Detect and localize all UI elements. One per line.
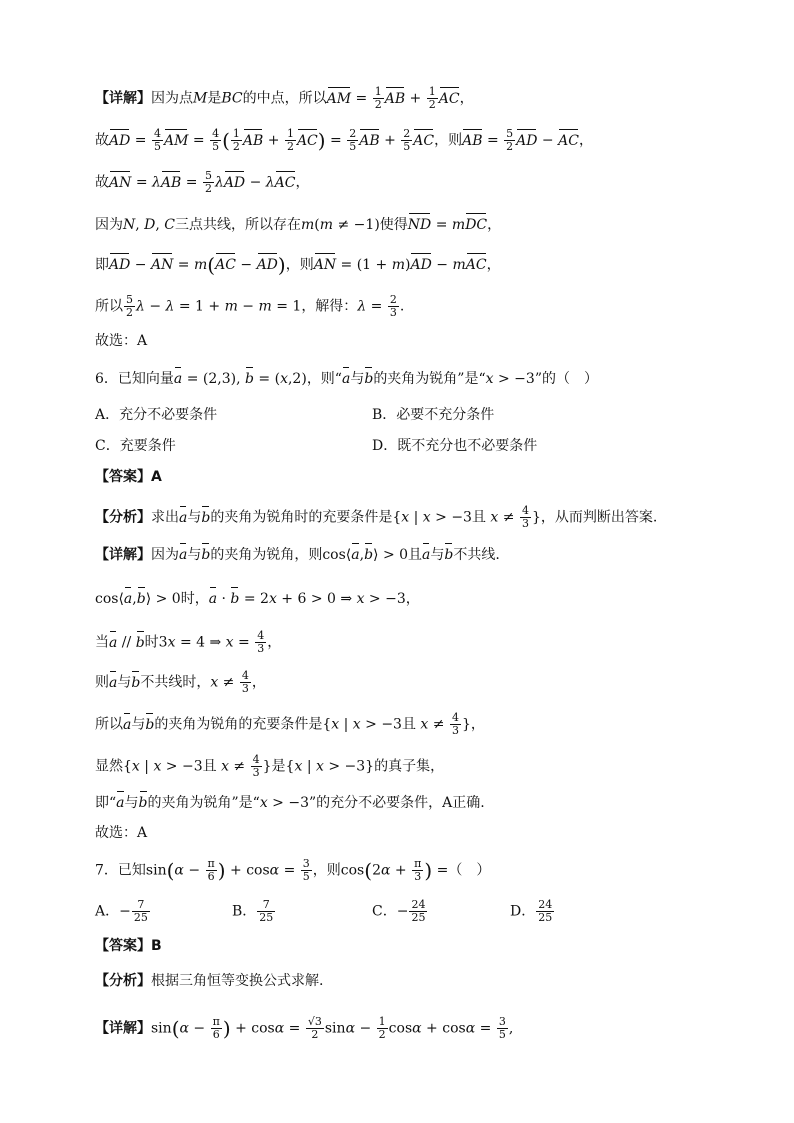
q6-option-a: A．充分不必要条件: [95, 407, 218, 423]
q6-analysis: 【分析】求出a与b的夹角为锐角时的充要条件是{x | x > −3且 x ≠ $\frac{4}{3}$ }，从而判断出答案.: [95, 504, 658, 530]
q6-option-c: C．充要条件: [95, 438, 176, 454]
q6-choose: 故选：A: [95, 825, 148, 841]
q7-detail-1: 【详解】sin(α − $\frac{\pi}{6}$ ) + cosα = $\frac{√3}{2}$ sinα − $\frac{1}{2}$ cosα + cosα = $\frac{3}{5}$ ,: [95, 1015, 514, 1041]
q6-stem: 6．已知向量a = (2,3), b = (x,2)，则“a与b的夹角为锐角”是“x > −3”的（ ）: [95, 368, 598, 390]
q6-detail-4: 则a与b不共线时，x ≠ $\frac{4}{3}$ ，: [95, 669, 266, 695]
q6-detail-7: 即“a与b的夹角为锐角”是“x > −3”的充分不必要条件，A正确.: [95, 792, 485, 814]
q7-option-a: A．− $\frac{7}{25}$: [95, 898, 148, 924]
q7-answer: 【答案】B: [95, 938, 162, 954]
q6-detail-3: 当a // b时3x = 4 ⇒ x = $\frac{4}{3}$ ，: [95, 629, 282, 655]
sol5-line-6: 所以 $\frac{5}{2}$ λ − λ = 1 + m − m = 1，解得：λ = $\frac{2}{3}$ .: [95, 293, 405, 319]
sol5-line-1: 【详解】因为点M是BC的中点，所以AM = $\frac{1}{2}$ AB + $\frac{1}{2}$ AC，: [95, 85, 474, 111]
sol5-line-5: 即AD − AN = m(AC − AD)，则AN = (1 + m)AD − mAC，: [95, 253, 501, 277]
sol5-line-4: 因为N, D, C三点共线，所以存在m(m ≠ −1)使得ND = mDC，: [95, 214, 501, 236]
q7-analysis: 【分析】根据三角恒等变换公式求解.: [95, 973, 324, 989]
q7-stem: 7．已知sin(α − $\frac{\pi}{6}$ ) + cosα = $\frac{3}{5}$ ，则cos(2α + $\frac{\pi}{3}$ ) =（ ）: [95, 857, 491, 883]
q6-detail-5: 所以a与b的夹角为锐角的充要条件是{x | x > −3且 x ≠ $\frac{4}{3}$ }，: [95, 711, 485, 737]
sol5-line-3: 故AN = λAB = $\frac{5}{2}$ λAD − λAC，: [95, 169, 310, 195]
q6-option-d: D．既不充分也不必要条件: [372, 438, 538, 454]
q6-detail-6: 显然{x | x > −3且 x ≠ $\frac{4}{3}$ }是{x | x > −3}的真子集，: [95, 753, 445, 779]
sol5-line-2: 故AD = $\frac{4}{5}$ AM = $\frac{4}{5}$ ( $\frac{1}{2}$ AB + $\frac{1}{2}$ AC) = $\frac{2}{5}$ AB + $\frac{2}{5}$ AC，则AB = $\frac{5}{2}$ AD − AC，: [95, 127, 593, 153]
q7-option-b: B． $\frac{7}{25}$: [232, 898, 274, 924]
sol5-choose: 故选：A: [95, 333, 148, 349]
q6-answer: 【答案】A: [95, 469, 162, 485]
q7-option-d: D． $\frac{24}{25}$: [510, 898, 553, 924]
q6-detail-2: cos⟨a,b⟩ > 0时，a · b = 2x + 6 > 0 ⇒ x > −3，: [95, 588, 420, 610]
q7-option-c: C．− $\frac{24}{25}$: [372, 898, 426, 924]
q6-detail-1: 【详解】因为a与b的夹角为锐角，则cos⟨a,b⟩ > 0且a与b不共线.: [95, 544, 500, 566]
detail-tag: 【详解】: [95, 90, 151, 107]
q6-option-b: B．必要不充分条件: [372, 407, 495, 423]
